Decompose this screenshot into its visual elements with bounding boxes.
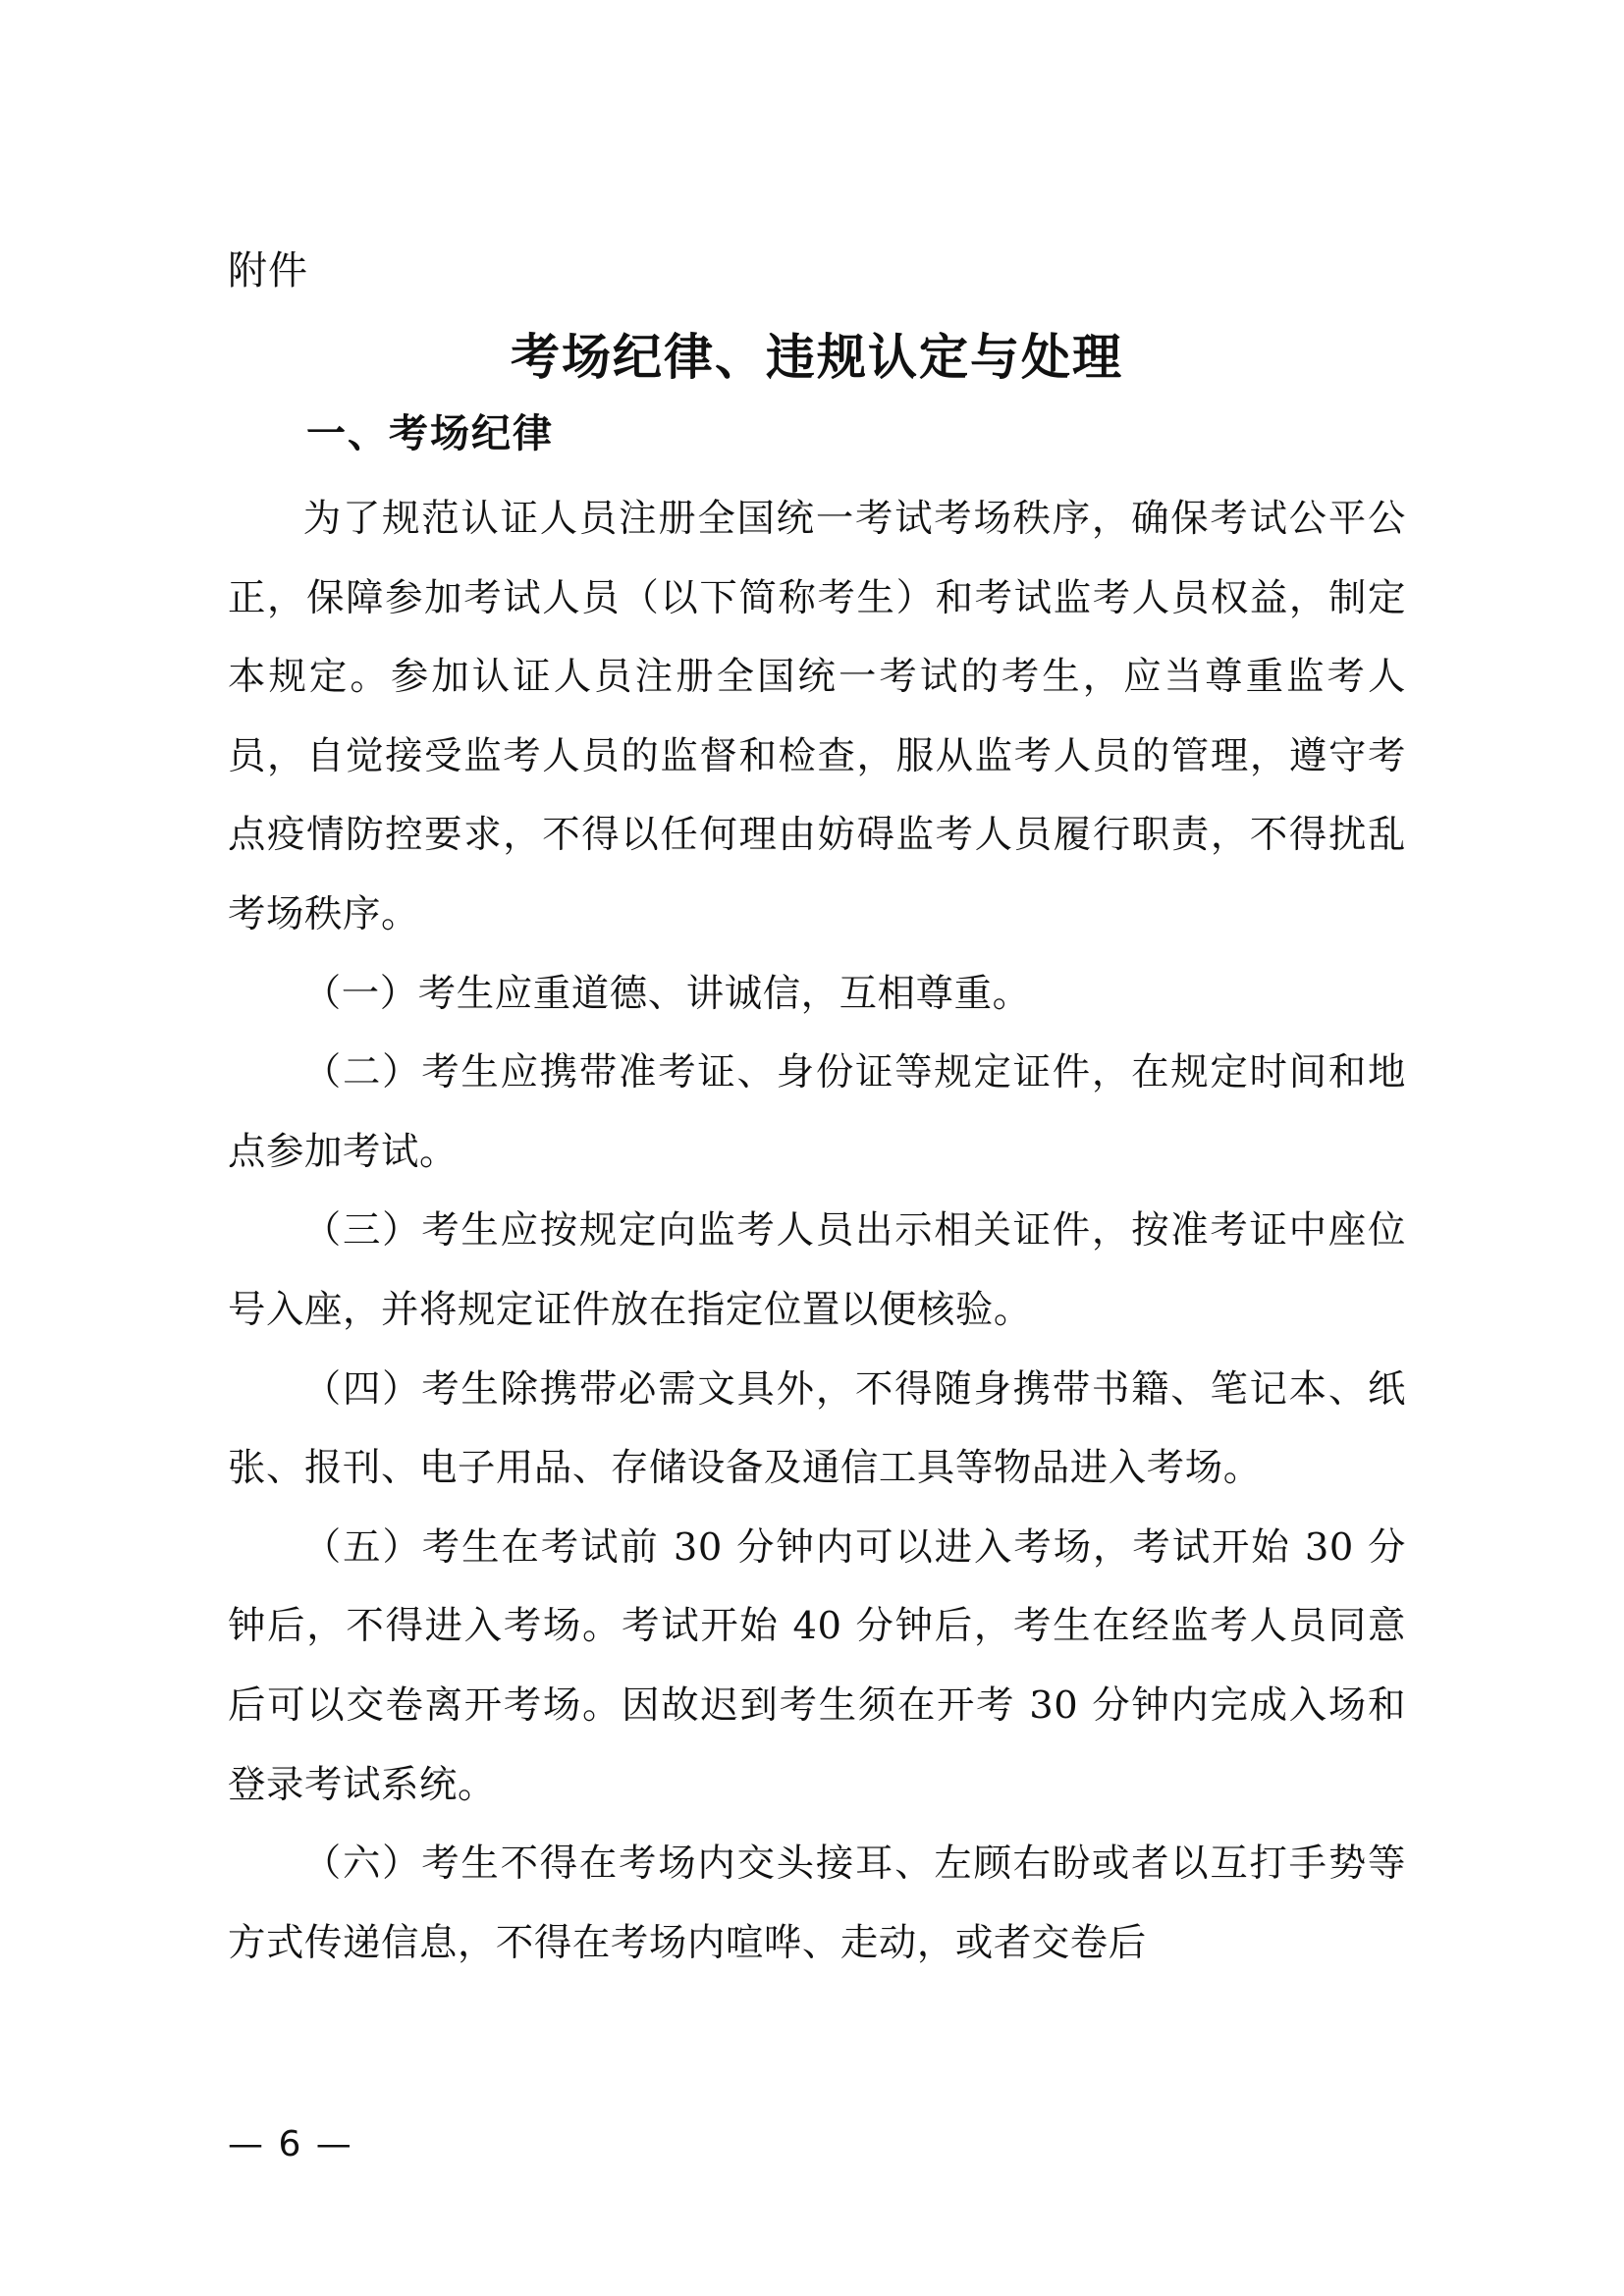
attachment-label: 附件 bbox=[228, 248, 308, 294]
paragraph-rule-4: （四）考生除携带必需文具外，不得随身携带书籍、笔记本、纸张、报刊、电子用品、存储设备及通信工具等物品进入考场。 bbox=[228, 1366, 1406, 1491]
page-number: — 6 — bbox=[228, 2124, 353, 2164]
section-heading-exam-discipline: 一、考场纪律 bbox=[306, 411, 554, 456]
paragraph-intro: 为了规范认证人员注册全国统一考试考场秩序，确保考试公平公正，保障参加考试人员（以下简称考生）和考试监考人员权益，制定本规定。参加认证人员注册全国统一考试的考生，应当尊重监考人员，自觉接受监考人员的监督和检查，服从监考人员的管理，遵守考点疫情防控要求，不得以任何理由妨碍监考人员履行职责，不得扰乱考场秩序。 bbox=[228, 497, 1406, 936]
paragraph-rule-5: （五）考生在考试前 30 分钟内可以进入考场，考试开始 30 分钟后，不得进入考场。考试开始 40 分钟后，考生在经监考人员同意后可以交卷离开考场。因故迟到考生须在开考 30 分钟内完成入场和登录考试系统。 bbox=[228, 1524, 1406, 1807]
paragraph-rule-1: （一）考生应重道德、讲诚信，互相尊重。 bbox=[302, 971, 1031, 1016]
document-title: 考场纪律、违规认定与处理 bbox=[511, 328, 1123, 386]
paragraph-rule-3: （三）考生应按规定向监考人员出示相关证件，按准考证中座位号入座，并将规定证件放在指定位置以便核验。 bbox=[228, 1208, 1406, 1332]
paragraph-rule-2: （二）考生应携带准考证、身份证等规定证件，在规定时间和地点参加考试。 bbox=[228, 1050, 1406, 1174]
section-body bbox=[228, 480, 1406, 1983]
paragraph-rule-6: （六）考生不得在考场内交头接耳、左顾右盼或者以互打手势等方式传递信息，不得在考场内喧哗、走动，或者交卷后 bbox=[228, 1842, 1406, 1965]
